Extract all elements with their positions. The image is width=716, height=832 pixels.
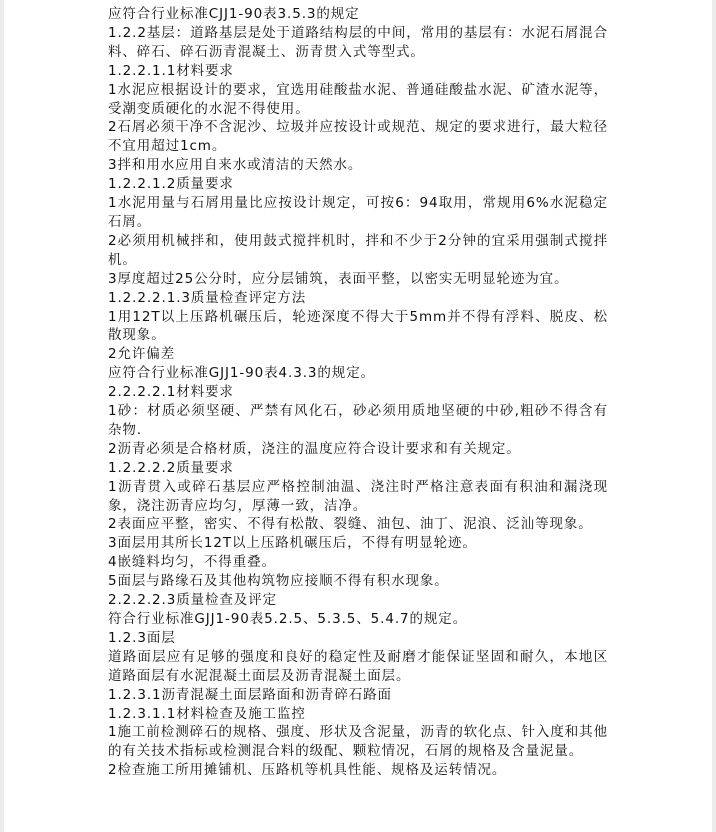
list-item: 1砂：材质必须坚硬、严禁有风化石，砂必须用质地坚硬的中砂,粗砂不得含有杂物. <box>108 403 608 438</box>
base-layer-intro-paragraph: 1.2.2基层：道路基层是处于道路结构层的中间，常用的基层有：水泥石屑混合料、碎石、碎石沥青混凝土、沥青贯入式等型式。 <box>108 24 608 60</box>
section-heading: 1.2.3面层 <box>108 629 176 646</box>
standard-reference-paragraph: 应符合行业标准CJJ1-90表3.5.3的规定 <box>108 6 360 22</box>
section-heading: 1.2.2.1.1材料要求 <box>108 62 234 79</box>
section-heading: 1.2.2.2.1.3质量检查评定方法 <box>108 289 307 306</box>
list-item: 2沥青必须是合格材质，浇注的温度应符合设计要求和有关规定。 <box>108 440 521 457</box>
list-item: 2检查施工所用摊铺机、压路机等机具性能、规格及运转情况。 <box>108 762 507 779</box>
list-item: 1沥青贯入或碎石基层应严格控制油温、浇注时严格注意表面有积油和漏浇现象，浇注沥青应均匀，厚薄一致，洁净。 <box>108 478 608 514</box>
list-item: 2必须用机械拌和，使用鼓式搅拌机时，拌和不少于2分钟的宜采用强制式搅拌机。 <box>108 232 608 268</box>
document-body <box>108 5 608 780</box>
list-item: 1水泥用量与石屑用量比应按设计规定，可按6：94取用，常规用6%水泥稳定石屑。 <box>108 195 608 230</box>
list-item: 3面层用其所长12T以上压路机碾压后，不得有明显轮迹。 <box>108 535 477 552</box>
section-heading: 2.2.2.2.1材料要求 <box>108 384 234 401</box>
list-item: 2表面应平整，密实、不得有松散、裂缝、油包、油丁、泥浪、泛汕等现象。 <box>108 516 593 533</box>
list-item: 2石屑必须干净不含泥沙、垃圾并应按设计或规范、规定的要求进行，最大粒径不宜用超过1cm。 <box>108 119 608 155</box>
list-item: 5面层与路缘石及其他构筑物应接顺不得有积水现象。 <box>108 573 449 590</box>
list-item: 1施工前检测碎石的规格、强度、形状及含泥量，沥青的软化点、针入度和其他的有关技术指标或检测混合料的级配、颗粒情况，石屑的规格及含量泥量。 <box>108 724 608 760</box>
section-heading: 1.2.2.1.2质量要求 <box>108 176 234 193</box>
section-heading: 1.2.2.2.2质量要求 <box>108 459 234 476</box>
section-heading: 1.2.3.1沥青混凝土面层路面和沥青碎石路面 <box>108 686 392 703</box>
list-item: 3拌和用水应用自来水或清洁的天然水。 <box>108 157 363 174</box>
right-page-edge <box>712 0 716 832</box>
standard-reference-paragraph: 符合行业标准GJJ1-90表5.2.5、5.3.5、5.4.7的规定。 <box>108 611 468 627</box>
section-heading: 1.2.3.1.1材料检查及施工监控 <box>108 705 306 722</box>
left-page-edge <box>0 0 4 832</box>
list-item: 2允许偏差 <box>108 346 176 363</box>
list-item: 1用12T以上压路机碾压后，轮迹深度不得大于5mm并不得有浮料、脱皮、松散现象。 <box>108 308 608 344</box>
section-heading: 2.2.2.2.3质量检查及评定 <box>108 592 278 609</box>
standard-reference-paragraph: 应符合行业标准GJJ1-90表4.3.3的规定。 <box>108 365 376 382</box>
list-item: 4嵌缝料均匀，不得重叠。 <box>108 554 276 571</box>
list-item: 3厚度超过25公分时，应分层铺筑，表面平整，以密实无明显轮迹为宜。 <box>108 270 569 287</box>
surface-layer-intro-paragraph: 道路面层应有足够的强度和良好的稳定性及耐磨才能保证坚固和耐久，本地区道路面层有水泥混凝土面层及沥青混凝土面层。 <box>108 648 608 684</box>
list-item: 1水泥应根据设计的要求，宜选用硅酸盐水泥、普通硅酸盐水泥、矿渣水泥等，受潮变质硬化的水泥不得使用。 <box>108 81 608 117</box>
